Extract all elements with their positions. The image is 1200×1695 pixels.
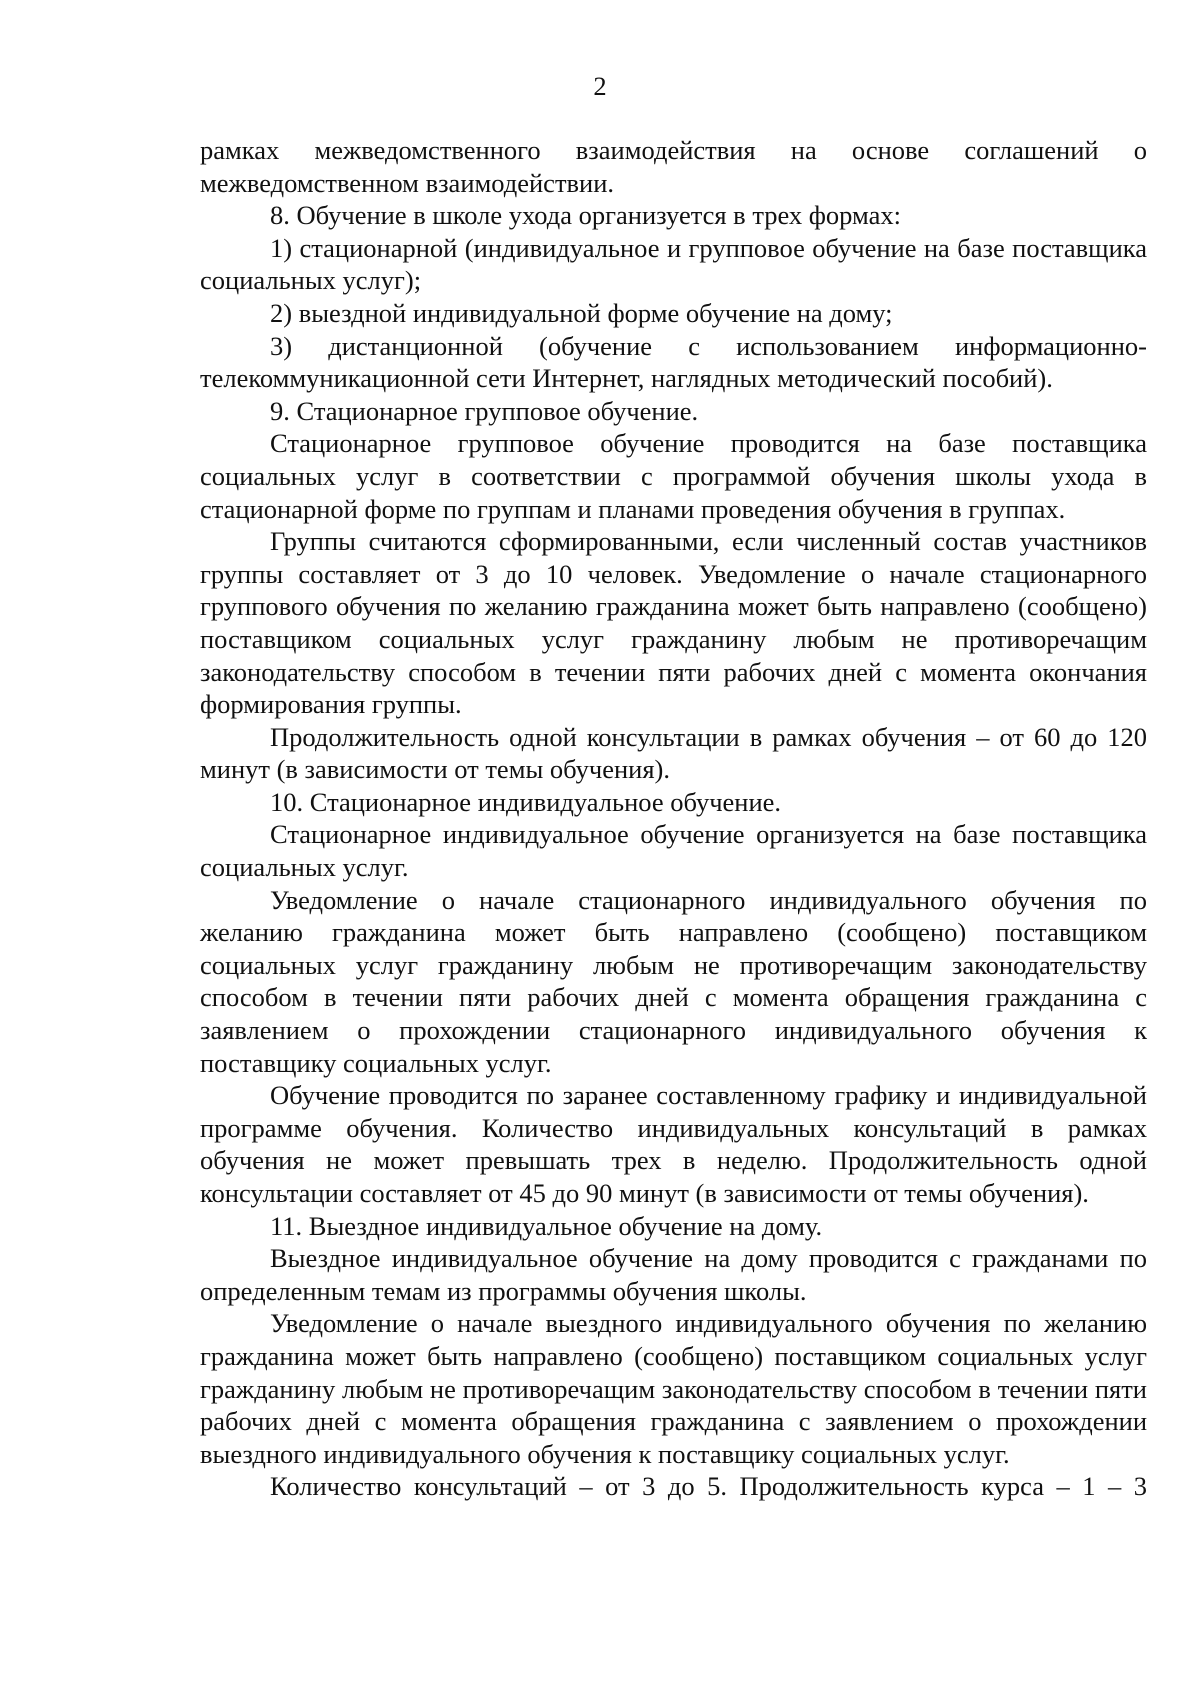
document-body <box>200 134 1147 1503</box>
paragraph-individual-notice: Уведомление о начале стационарного индивидуального обучения по желанию гражданина может быть направлено (сообщено) поставщиком социальных услуг гражданину любым не противоречащим законодательству способом в течении пяти рабочих дней с момента обращения гражданина с заявлением о прохождении стационарного индивидуального обучения к поставщику социальных услуг. <box>200 884 1147 1078</box>
paragraph-home-training: Выездное индивидуальное обучение на дому проводится с гражданами по определенным темам из программы обучения школы. <box>200 1243 1147 1306</box>
paragraph-form-1: 1) стационарной (индивидуальное и групповое обучение на базе поставщика социальных услуг); <box>200 232 1147 296</box>
paragraph-group-duration: Продолжительность одной консультации в рамках обучения – от 60 до 120 минут (в зависимости от темы обучения). <box>200 721 1147 785</box>
paragraph-groups-formed: Группы считаются сформированными, если численный состав участников группы составляет от 3 до 10 человек. Уведомление о начале стационарного группового обучения по желанию гражданина может быть направлено (сообщено) поставщиком социальных услуг гражданину любым не противоречащим законодательству способом в течении пяти рабочих дней с момента окончания формирования группы. <box>200 526 1147 720</box>
paragraph-group-training: Стационарное групповое обучение проводится на базе поставщика социальных услуг в соответствии с программой обучения школы ухода в стационарной форме по группам и планами проведения обучения в группах. <box>200 428 1147 524</box>
paragraph-item-10: 10. Стационарное индивидуальное обучение. <box>270 786 782 817</box>
paragraph-consultation-count: Количество консультаций – от 3 до 5. Продолжительность курса – 1 – 3 <box>270 1471 1147 1502</box>
paragraph-form-2: 2) выездной индивидуальной форме обучение на дому; <box>270 297 893 328</box>
paragraph-individual-training: Стационарное индивидуальное обучение организуется на базе поставщика социальных услуг. <box>200 819 1147 883</box>
paragraph-item-9: 9. Стационарное групповое обучение. <box>270 395 699 426</box>
page-number: 2 <box>593 71 607 101</box>
paragraph-form-3: 3) дистанционной (обучение с использованием информационно-телекоммуникационной сети Интернет, наглядных методический пособий). <box>200 330 1147 394</box>
paragraph-item-11: 11. Выездное индивидуальное обучение на дому. <box>270 1210 823 1241</box>
paragraph-home-notice: Уведомление о начале выездного индивидуального обучения по желанию гражданина может быть направлено (сообщено) поставщиком социальных услуг гражданину любым не противоречащим законодательству способом в течении пяти рабочих дней с момента обращения гражданина с заявлением о прохождении выездного индивидуального обучения к поставщику социальных услуг. <box>200 1308 1147 1469</box>
paragraph-item-8: 8. Обучение в школе ухода организуется в трех формах: <box>270 200 901 231</box>
paragraph-continuation: рамках межведомственного взаимодействия на основе соглашений о межведомственном взаимодействии. <box>200 135 1147 198</box>
paragraph-individual-schedule: Обучение проводится по заранее составленному графику и индивидуальной программе обучения. Количество индивидуальных консультаций в рамках обучения не может превышать трех в неделю. Продолжительность одной консультации составляет от 45 до 90 минут (в зависимости от темы обучения). <box>200 1080 1147 1208</box>
